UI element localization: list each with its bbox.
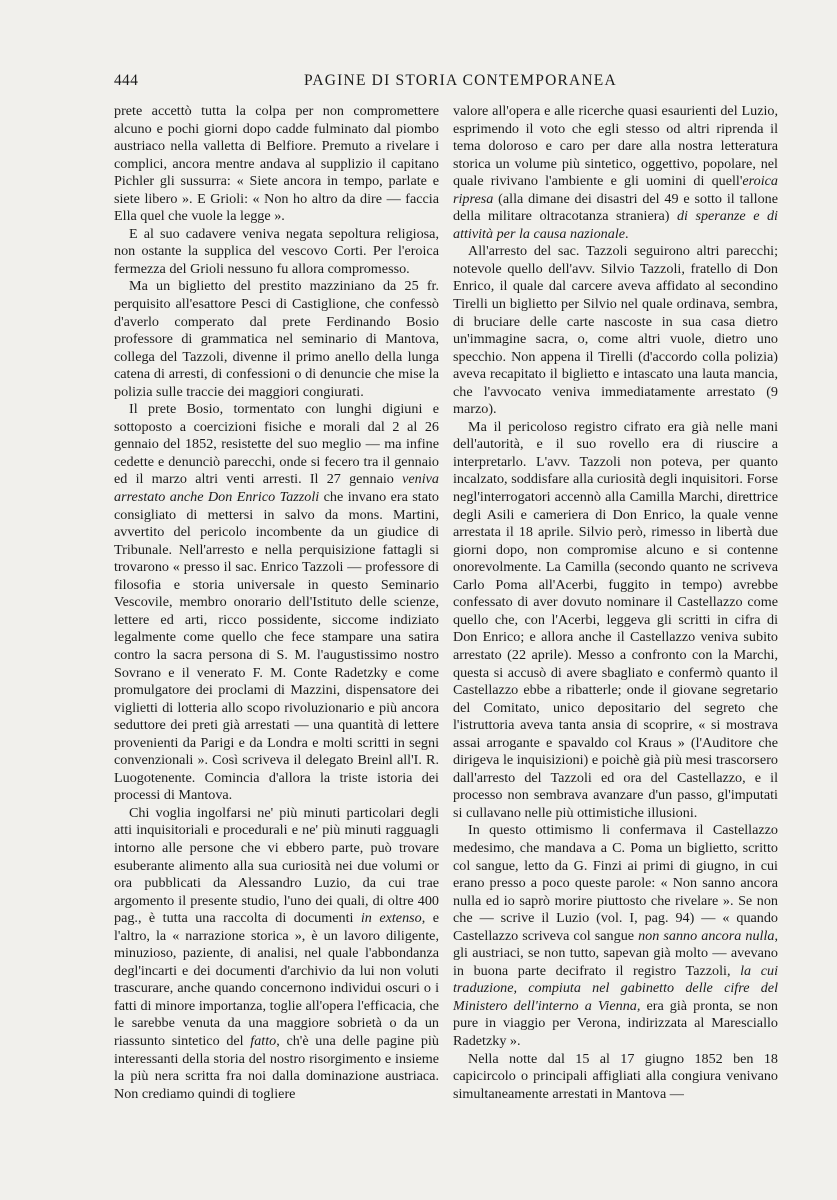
text-run: era già pronta, se non pure in viaggio per Verona, indirizzata al Maresciallo Radetzky ».	[453, 997, 778, 1049]
paragraph	[453, 419, 778, 823]
text-run: All'arresto del sac. Tazzoli seguirono altri parecchi; notevole quello dell'avv. Silvio Tazzoli, fratello di Don Enrico, il quale dal carcere aveva affidato al secondino Tirelli un biglietto per Silvio nel quale ordinava, sembra, di bruciare delle carte nascoste in sua casa dietro un'immagine sacra, o, come altri vuole, dietro uno specchio. Non appena il Tirelli (d'accordo colla polizia) aveva recapitato il biglietto e intascato una lauta mancia, che l'avvocato veniva immediatamente arrestato (9 marzo).	[453, 243, 778, 418]
right-text-column	[453, 103, 778, 1103]
paragraph	[114, 278, 439, 401]
paragraph	[114, 401, 439, 805]
text-run: prete accettò tutta la colpa per non compromettere alcuno e pochi giorni dopo cadde fulminato dal piombo austriaco nella valletta di Belfiore. Premuto a rivelare i complici, ancora mentre andava al supplizio il capitano Pichler gli sussurra: « Siete ancora in tempo, parlate e siete libero ». E Grioli: « Non ho altro da dire — faccia Ella quel che vuole la legge ».	[114, 103, 439, 225]
italic-text: veniva arrestato anche Don Enrico Tazzoli	[114, 471, 439, 506]
text-run: che invano era stato consigliato di mettersi in salvo da mons. Martini, avvertito del pericolo incombente da un giudice di Tribunale. Nell'arresto e nella perquisizione fattagli si trovarono « presso il sac. Enrico Tazzoli — professore di filosofia e storia universale in questo Seminario Vescovile, membro onorario dell'Istituto delle scienze, lettere ed arti, ricco possidente, siccome indiziato legalmente come quello che fece stampare una satira contro la sacra persona di S. M. l'augustissimo nostro Sovrano e il venerato F. M. Conte Radetzky e come promulgatore dei proclami di Mazzini, dispensatore dei viglietti di lotteria allo scopo rivoluzionario e più ancora seduttore dei preti già arrestati — una quantità di lettere provenienti da Parigi e da Londra e molti scritti in segni convenzionali ». Così scriveva il delegato Breinl all'I. R. Luogotenente. Comincia d'allora la triste istoria dei processi di Mantova.	[114, 489, 439, 804]
text-run: Il prete Bosio, tormentato con lunghi digiuni e sottoposto a coercizioni fisiche e morali dal 2 al 26 gennaio del 1852, resistette del suo meglio — ma infine cedette e denunciò parecchi, onde si fecero tra il gennaio ed il marzo altri venti arresti. Il 27 gennaio	[114, 401, 439, 488]
text-run: In questo ottimismo li confermava il Castellazzo medesimo, che mandava a C. Poma un biglietto, scritto col sangue, letto da G. Finzi ai primi di giugno, in cui erano presso a poco queste parole: « Non sanno ancora nulla ed io saprò morire piuttosto che rivelare ». Se non che — scrive il Luzio (vol. I, pag. 94) — « quando Castellazzo scriveva col sangue	[453, 822, 778, 944]
italic-text: eroica ripresa	[453, 173, 778, 207]
paragraph	[453, 822, 778, 1050]
page-header	[114, 72, 724, 96]
paragraph	[114, 103, 439, 226]
italic-text: non sanno ancora nulla	[638, 927, 775, 944]
text-run: Ma il pericoloso registro cifrato era già nelle mani dell'autorità, e il suo rovello era di riuscire a interpretarlo. L'avv. Tazzoli non poteva, per quanto incalzato, soddisfare alla curiosità degli inquisitori. Forse negl'interrogatori accennò alla Camilla Marchi, direttrice degli Asili e cameriera di Don Enrico, la quale venne arrestata il 18 aprile. Silvio però, rimesso in libertà due giorni dopo, non compromise alcuno e si contenne onorevolmente. La Camilla (secondo quanto ne scriveva Carlo Poma all'Acerbi, fuggito in tempo) avrebbe confessato di aver dovuto nominare il Castellazzo come quello che, con l'Acerbi, leggeva gli scritti in cifra di Don Enrico; e allora anche il Castellazzo veniva subito arrestato (22 aprile). Messo a confronto con la Marchi, questa si accusò di avere sbagliato e confermò quanto il Castellazzo ebbe a ribatterle; onde il giovane segretario del Comitato, unico depositario del segreto che l'istruttoria aveva tanta ansia di scoprire, « si mostrava assai arrogante e spavaldo col Kraus » (l'Auditore che dirigeva le inquisizioni) e poichè già più mesi trascorsero dall'arresto del Tazzoli ed ora del Castellazzo, e il processo non sembrava avanzare d'un passo, gl'imputati si cullavano nelle più ottimistiche illusioni.	[453, 418, 778, 821]
text-run: Ma un biglietto del prestito mazziniano da 25 fr. perquisito all'esattore Pesci di Castiglione, che confessò d'averlo comperato dal prete Ferdinando Bosio professore di grammatica nel seminario di Mantova, collega del Tazzoli, divenne il primo anello della lunga catena di arresti, di confessioni o di denuncie che mise la polizia sulle traccie dei maggiori congiurati.	[114, 278, 439, 400]
left-text-column	[114, 103, 439, 1103]
text-run: (alla dimane dei disastri del 49 e sotto il tallone della militare oltracotanza straniera)	[453, 190, 778, 225]
text-run: , gli austriaci, se non tutto, sapevan già molto — avevano in buona parte decifrato il registro Tazzoli,	[453, 927, 778, 979]
running-title: PAGINE DI STORIA CONTEMPORANEA	[304, 72, 617, 89]
italic-text: in extenso	[360, 910, 422, 927]
italic-text: la cui traduzione, compiuta nel gabinetto delle cifre del Ministero dell'interno a Vienna,	[453, 962, 778, 1014]
text-run: .	[625, 225, 629, 242]
text-run: Chi voglia ingolfarsi ne' più minuti particolari degli atti inquisitoriali e procedurali e ne' più minuti ragguagli intorno alle persone che vi ebbero parte, può trovare esuberante alimento alla sua curiosità nei due volumi or ora pubblicati da Alessandro Luzio, da cui trae argomento il presente studio, l'uno dei quali, di oltre 400 pag., è tutta una raccolta di documenti	[114, 804, 439, 927]
paragraph	[453, 1051, 778, 1104]
paragraph	[453, 243, 778, 418]
paragraph	[453, 103, 778, 243]
text-run: valore all'opera e alle ricerche quasi esaurienti del Luzio, esprimendo il voto che egli stesso od altri riprenda il tema doloroso e caro per dare alla nostra letteratura storica un volume più sintetico, oggettivo, popolare, nel quale rivivano l'ambiente e gli uomini di quell'	[453, 103, 778, 190]
italic-text: di speranze e di attività per la causa nazionale	[453, 208, 778, 242]
paragraph	[114, 805, 439, 1103]
text-run: , e l'altro, la « narrazione storica », è un lavoro diligente, minuzioso, paziente, di analisi, nel quale l'abbondanza degl'incarti e dei documenti d'archivio da lui non voluti trascurare, anche quando concernono individui oscuri o i fatti di minore importanza, toglie all'opera l'efficacia, che le sarebbe venuta da una maggiore sobrietà o da un riassunto sintetico del	[114, 910, 439, 1049]
paragraph	[114, 226, 439, 279]
text-run: , ch'è una delle pagine più interessanti della storia del nostro risorgimento e insieme la più nera scritta fra noi dalla dominazione austriaca. Non crediamo quindi di togliere	[114, 1032, 439, 1102]
text-run: E al suo cadavere veniva negata sepoltura religiosa, non ostante la supplica del vescovo Corti. Per l'eroica fermezza del Grioli nessuno fu allora compromesso.	[114, 225, 439, 277]
text-run: Nella notte dal 15 al 17 giugno 1852 ben 18 capicircolo o principali affigliati alla congiura venivano simultaneamente arrestati in Mantova —	[453, 1050, 778, 1102]
page-number: 444	[114, 72, 139, 89]
italic-text: fatto	[250, 1032, 277, 1049]
